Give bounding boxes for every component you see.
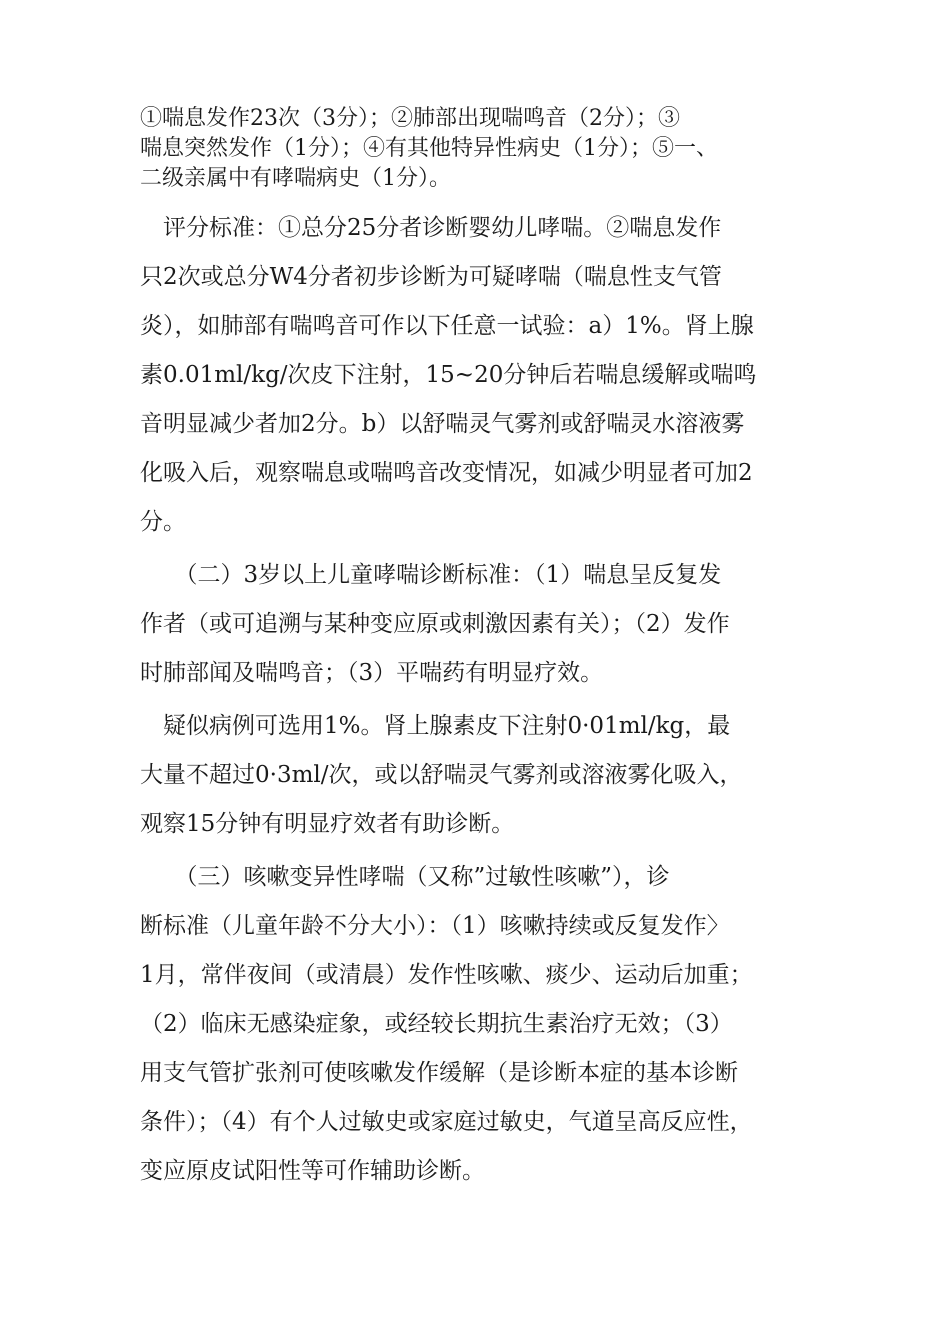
intro-paragraph [140, 104, 830, 194]
text-line: 疑似病例可选用1%。肾上腺素皮下注射0·01ml/kg，最 [140, 713, 731, 739]
text-line: 只2次或总分W4分者初步诊断为可疑哮喘（喘息性支气管 [140, 264, 722, 290]
text-line: 评分标准：①总分25分者诊断婴幼儿哮喘。②喘息发作 [140, 215, 722, 241]
text-line: 变应原皮试阳性等可作辅助诊断。 [140, 1158, 485, 1184]
text-line: 观察15分钟有明显疗效者有助诊断。 [140, 811, 515, 837]
text-line: 素0.01ml/kg/次皮下注射，15~20分钟后若喘息缓解或喘鸣 [140, 362, 757, 388]
text-line: ①喘息发作23次（3分）；②肺部出现喘鸣音（2分）；③ [140, 106, 680, 131]
text-line: 化吸入后，观察喘息或喘鸣音改变情况，如减少明显者可加2 [140, 460, 753, 486]
section-2-paragraph [140, 551, 830, 698]
text-line: 1月，常伴夜间（或清晨）发作性咳嗽、痰少、运动后加重； [140, 962, 753, 988]
text-line: 分。 [140, 509, 186, 535]
text-line: 时肺部闻及喘鸣音；（3）平喘药有明显疗效。 [140, 660, 604, 686]
text-line: 条件）；（4）有个人过敏史或家庭过敏史，气道呈高反应性， [140, 1109, 753, 1135]
text-line: （三）咳嗽变异性哮喘（又称”过敏性咳嗽”），诊 [140, 864, 670, 890]
text-line: 二级亲属中有哮喘病史（1分）。 [140, 166, 451, 191]
text-line: 大量不超过0·3ml/次，或以舒喘灵气雾剂或溶液雾化吸入， [140, 762, 743, 788]
text-line: 音明显减少者加2分。b）以舒喘灵气雾剂或舒喘灵水溶液雾 [140, 411, 745, 437]
text-line: 炎），如肺部有喘鸣音可作以下任意一试验：a）1%。肾上腺 [140, 313, 754, 339]
text-line: 断标准（儿童年龄不分大小）：（1）咳嗽持续或反复发作〉 [140, 913, 730, 939]
text-line: （2）临床无感染症象，或经较长期抗生素治疗无效；（3） [140, 1011, 733, 1037]
text-line: 喘息突然发作（1分）；④有其他特异性病史（1分）；⑤一、 [140, 136, 718, 161]
suspected-case-paragraph [140, 702, 830, 849]
document-page [140, 104, 830, 1196]
section-3-paragraph [140, 853, 830, 1196]
scoring-paragraph [140, 204, 830, 547]
text-line: 用支气管扩张剂可使咳嗽发作缓解（是诊断本症的基本诊断 [140, 1060, 738, 1086]
text-line: （二）3岁以上儿童哮喘诊断标准：（1）喘息呈反复发 [140, 562, 722, 588]
text-line: 作者（或可追溯与某种变应原或刺激因素有关）；（2）发作 [140, 611, 730, 637]
